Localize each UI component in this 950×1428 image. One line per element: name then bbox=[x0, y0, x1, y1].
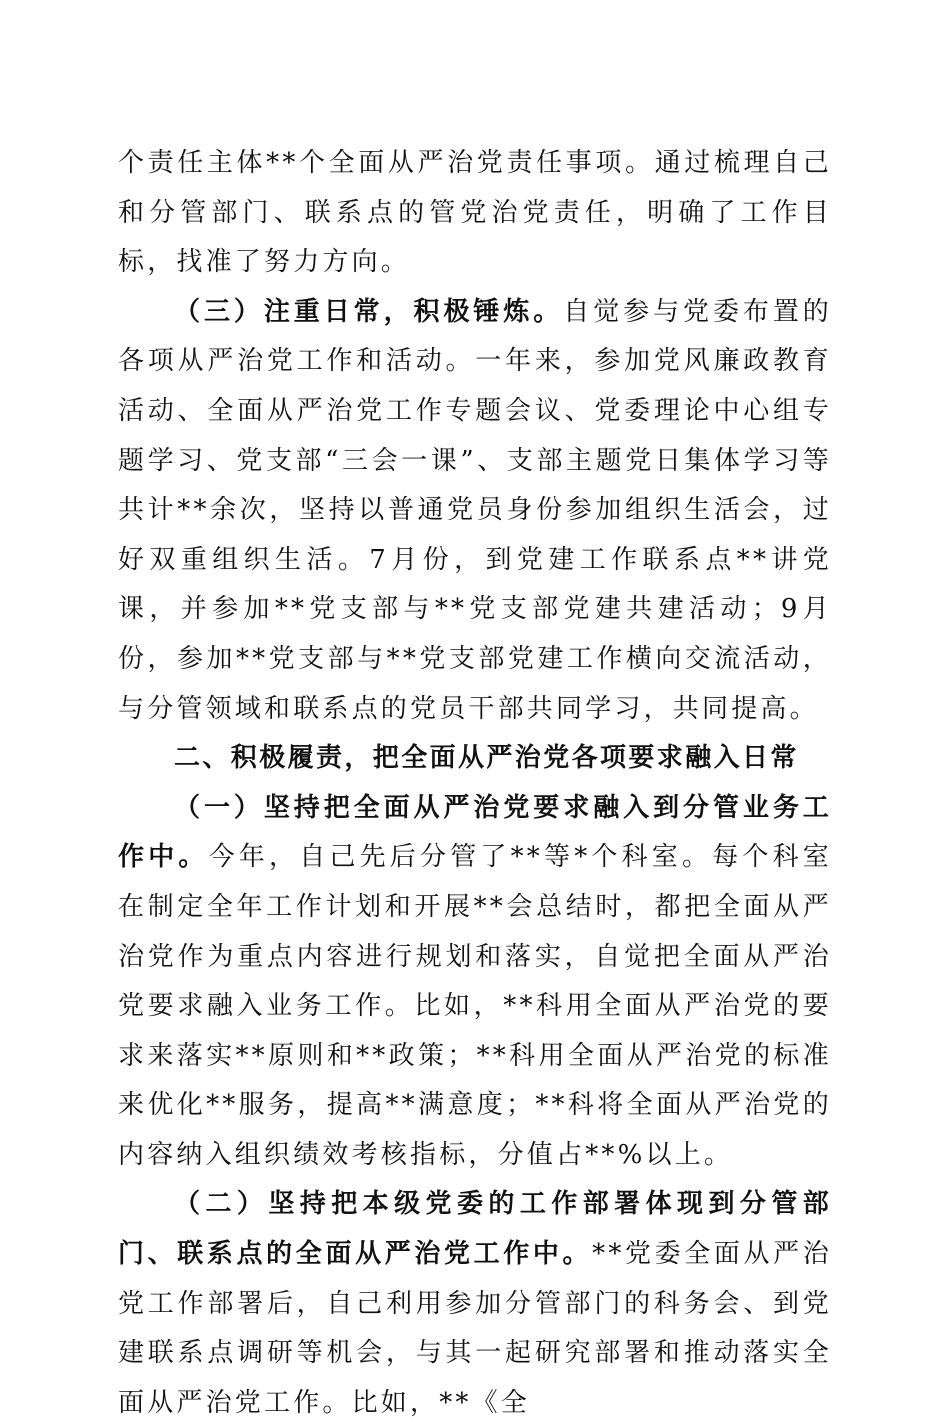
paragraph-subsection-2 bbox=[118, 1180, 832, 1428]
paragraph-subsection-1 bbox=[118, 784, 832, 1181]
paragraph-text: **党委全面从严治党工作部署后，自己利用参加分管部门的科务会、到党建联系点调研等机会，与其一起研究部署和推动落实全面从严治党工作。比如，**《全 bbox=[118, 1239, 832, 1418]
paragraph-section-3 bbox=[118, 288, 832, 734]
paragraph-continuation bbox=[118, 139, 832, 288]
paragraph-text: 个责任主体**个全面从严治党责任事项。通过梳理自己和分管部门、联系点的管党治党责任，明确了工作目标，找准了努力方向。 bbox=[118, 148, 832, 278]
paragraph-lead: （二）坚持把本级党委的工作部署体现到分管部门、联系点的全面从严治党工作中。 bbox=[118, 1189, 832, 1270]
paragraph-lead: （一）坚持把全面从严治党要求融入到分管业务工作中。 bbox=[118, 792, 832, 873]
document-body bbox=[118, 139, 832, 1428]
paragraph-lead: （三）注重日常，积极锤炼。 bbox=[174, 296, 564, 327]
paragraph-text: 自觉参与党委布置的各项从严治党工作和活动。一年来，参加党风廉政教育活动、全面从严治党工作专题会议、党委理论中心组专题学习、党支部“三会一课”、支部主题党日集体学习等共计**余次，坚持以普通党员身份参加组织生活会，过好双重组织生活。7月份，到党建工作联系点**讲党课，并参加**党支部与**党支部党建共建活动；9月份，参加**党支部与**党支部党建工作横向交流活动，与分管领域和联系点的党员干部共同学习，共同提高。 bbox=[118, 296, 832, 724]
section-heading: 二、积极履责，把全面从严治党各项要求融入日常 bbox=[174, 743, 799, 774]
paragraph-text: 今年，自己先后分管了**等*个科室。每个科室在制定全年工作计划和开展**会总结时，都把全面从严治党作为重点内容进行规划和落实，自觉把全面从严治党要求融入业务工作。比如，**科用全面从严治党的要求来落实**原则和**政策；**科用全面从严治党的标准来优化**服务，提高**满意度；**科将全面从严治党的内容纳入组织绩效考核指标，分值占**%以上。 bbox=[118, 842, 832, 1170]
